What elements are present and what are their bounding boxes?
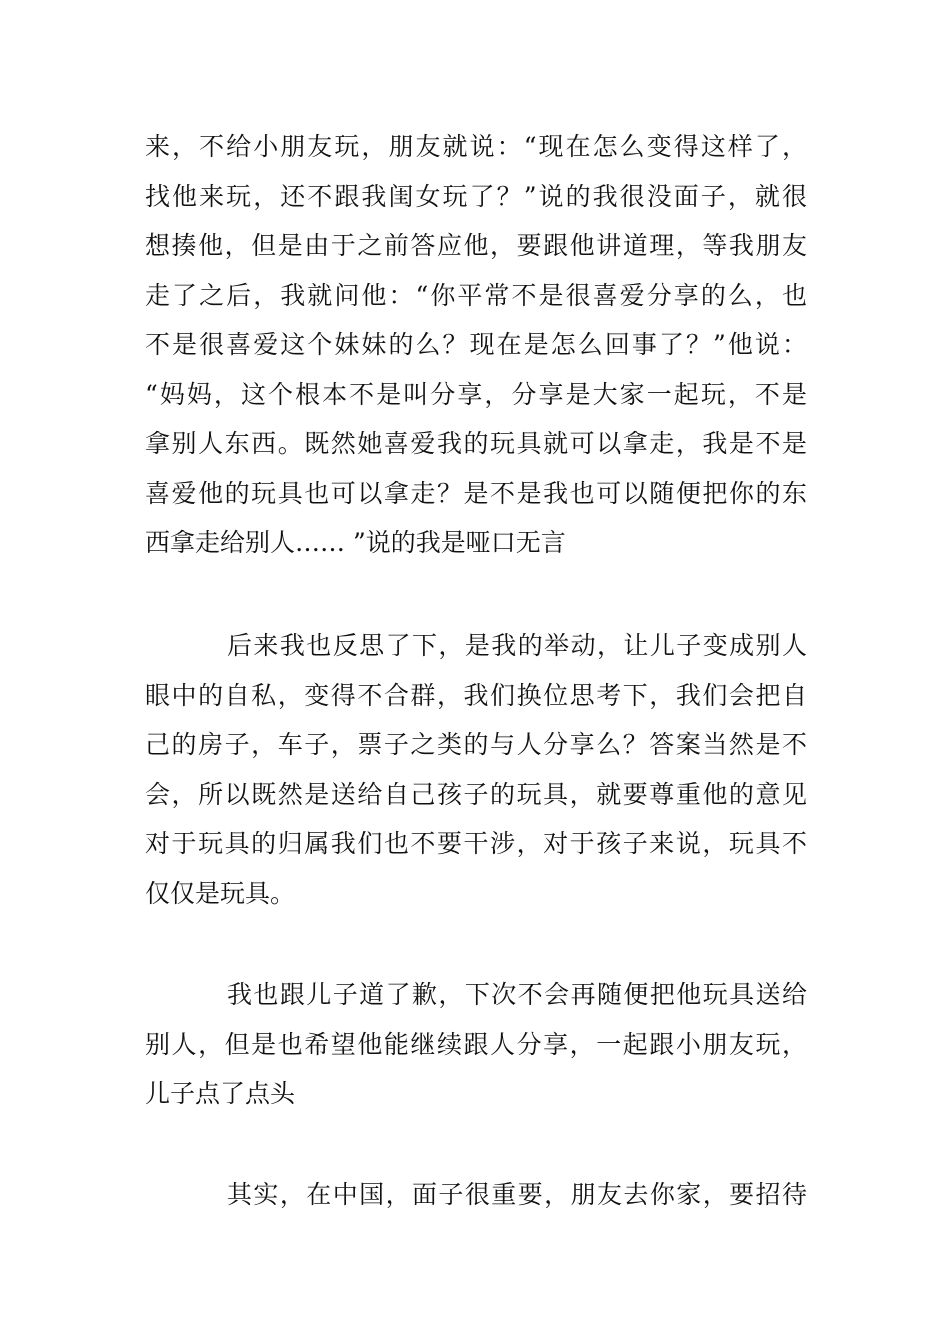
paragraph-line: 想揍他，但是由于之前答应他，要跟他讲道理，等我朋友 [145,231,807,260]
paragraph-line: 别人，但是也希望他能继续跟人分享，一起跟小朋友玩， [145,1029,807,1059]
paragraph-line: 我也跟儿子道了歉，下次不会再随便把他玩具送给 [227,980,807,1009]
paragraph-line: 喜爱他的玩具也可以拿走？是不是我也可以随便把你的东 [145,478,807,508]
paragraph-line: 儿子点了点头 [145,1079,296,1108]
paragraph-line: 找他来玩，还不跟我闺女玩了？”说的我很没面子，就很 [145,181,807,211]
paragraph-4 [145,1170,807,1220]
paragraph-2 [145,621,807,918]
paragraph-line: 来，不给小朋友玩，朋友就说：“现在怎么变得这样了， [145,132,807,161]
paragraph-line: 仅仅是玩具。 [145,878,296,908]
paragraph-line: 眼中的自私，变得不合群，我们换位思考下，我们会把自 [145,680,807,710]
paragraph-line: 西拿走给别人…… ”说的我是哑口无言 [145,528,566,557]
paragraph-line: 拿别人东西。既然她喜爱我的玩具就可以拿走，我是不是 [145,429,807,458]
paragraph-3 [145,970,807,1119]
paragraph-line: 其实，在中国，面子很重要，朋友去你家，要招待 [227,1180,807,1209]
paragraph-1 [145,122,807,568]
paragraph-line: “妈妈，这个根本不是叫分享，分享是大家一起玩，不是 [145,379,807,409]
paragraph-line: 会，所以既然是送给自己孩子的玩具，就要尊重他的意见 [145,779,807,809]
paragraph-line: 对于玩具的归属我们也不要干涉，对于孩子来说，玩具不 [145,829,807,858]
paragraph-line: 己的房子，车子，票子之类的与人分享么？答案当然是不 [145,730,807,759]
paragraph-line: 走了之后，我就问他：“你平常不是很喜爱分享的么，也 [145,280,807,310]
paragraph-line: 不是很喜爱这个妹妹的么？现在是怎么回事了？”他说： [145,330,807,359]
paragraph-line: 后来我也反思了下，是我的举动，让儿子变成别人 [227,631,807,660]
